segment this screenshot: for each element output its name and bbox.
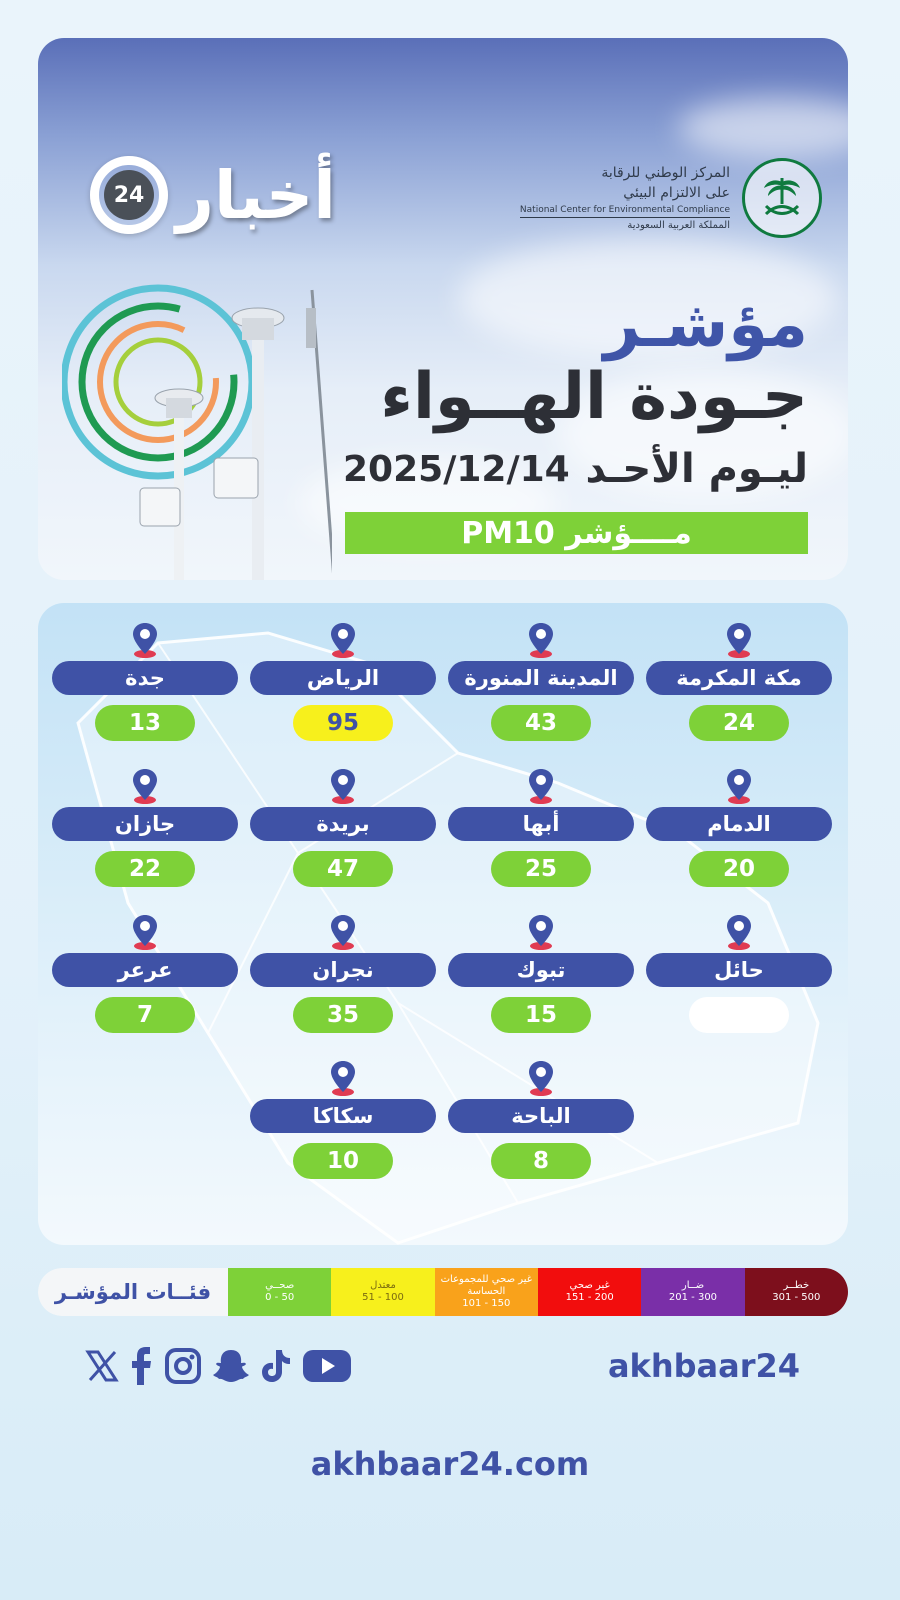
ncec-name-en: National Center for Environmental Compliance [519, 204, 730, 215]
legend-segment [745, 1268, 848, 1316]
city-name: حائل [646, 953, 832, 987]
city-item [448, 1059, 634, 1179]
legend-segment-range: 151 - 200 [565, 1292, 614, 1303]
location-pin-icon [130, 621, 160, 659]
city-pm10-value: 8 [491, 1143, 591, 1179]
location-pin-icon [130, 767, 160, 805]
location-pin-icon [526, 621, 556, 659]
brand-circle-icon: 24 [90, 156, 168, 234]
tiktok-icon[interactable] [260, 1346, 292, 1386]
legend-segment [538, 1268, 641, 1316]
pm10-index-bar: مــــؤشر PM10 [345, 512, 808, 554]
location-pin-icon [328, 767, 358, 805]
city-item [52, 767, 238, 887]
city-pm10-value: 35 [293, 997, 393, 1033]
ncec-country: المملكة العربية السعودية [520, 217, 730, 234]
city-pm10-value: 24 [689, 705, 789, 741]
city-name: سكاكا [250, 1099, 436, 1133]
city-pm10-value: 43 [491, 705, 591, 741]
title-index: مؤشـر [603, 288, 808, 362]
website-link[interactable]: akhbaar24.com [310, 1445, 590, 1483]
city-pm10-value: 10 [293, 1143, 393, 1179]
legend-segment-range: 301 - 500 [772, 1292, 821, 1303]
location-pin-icon [130, 913, 160, 951]
city-item [646, 767, 832, 887]
city-pm10-value: 95 [293, 705, 393, 741]
social-handle[interactable]: akhbaar24 [607, 1347, 800, 1385]
city-item [250, 621, 436, 741]
city-name: تبوك [448, 953, 634, 987]
city-name: جازان [52, 807, 238, 841]
city-item [646, 913, 832, 1033]
city-pm10-value: 25 [491, 851, 591, 887]
title-air-quality: جـودة الهــواء [380, 360, 808, 434]
x-icon[interactable] [84, 1346, 120, 1386]
facebook-icon[interactable] [130, 1346, 154, 1386]
youtube-icon[interactable] [302, 1346, 352, 1386]
location-pin-icon [724, 767, 754, 805]
city-pm10-value: 7 [95, 997, 195, 1033]
legend-segment-range: 201 - 300 [668, 1292, 718, 1303]
legend-segment [331, 1268, 434, 1316]
location-pin-icon [328, 913, 358, 951]
social-links [84, 1346, 352, 1386]
city-item [250, 913, 436, 1033]
city-pm10-value: 20 [689, 851, 789, 887]
air-monitoring-station-icon [62, 278, 332, 580]
city-name: مكة المكرمة [646, 661, 832, 695]
city-pm10-value: 13 [95, 705, 195, 741]
date-label: 2025/12/14 [343, 448, 570, 490]
city-pm10-value: 22 [95, 851, 195, 887]
legend-segment [228, 1268, 331, 1316]
city-item [646, 621, 832, 741]
city-name: نجران [250, 953, 436, 987]
city-pm10-value: 47 [293, 851, 393, 887]
legend-segment-name: غير صحي [569, 1280, 610, 1291]
city-item [448, 621, 634, 741]
legend-segment-range: 0 - 50 [265, 1292, 295, 1303]
index-legend [38, 1268, 848, 1316]
city-item [250, 1059, 436, 1179]
city-name: عرعر [52, 953, 238, 987]
legend-segment-name: معتدل [370, 1280, 396, 1291]
location-pin-icon [526, 1059, 556, 1097]
instagram-icon[interactable] [164, 1346, 202, 1386]
location-pin-icon [526, 913, 556, 951]
cities-map-card [38, 603, 848, 1245]
city-name: الدمام [646, 807, 832, 841]
location-pin-icon [526, 767, 556, 805]
ncec-logo [520, 158, 822, 238]
location-pin-icon [724, 621, 754, 659]
day-label: ليـوم الأحـد [585, 446, 808, 492]
ncec-name-ar-2: على الالتزام البيئي [623, 184, 730, 201]
legend-segment-range: 101 - 150 [462, 1298, 511, 1309]
city-name: المدينة المنورة [448, 661, 634, 695]
brand-word: أخبار [176, 156, 336, 234]
legend-segment-range: 51 - 100 [362, 1292, 404, 1303]
legend-segment-name: صحــي [265, 1280, 295, 1291]
legend-segment [435, 1268, 538, 1316]
city-name: أبها [448, 807, 634, 841]
header-banner [38, 38, 848, 580]
date-row [343, 446, 808, 492]
city-item [52, 621, 238, 741]
snapchat-icon[interactable] [212, 1346, 250, 1386]
city-name: الباحة [448, 1099, 634, 1133]
legend-segment [641, 1268, 744, 1316]
ncec-name-ar-1: المركز الوطني للرقابة [601, 164, 730, 181]
palm-swords-emblem-icon [742, 158, 822, 238]
city-name: الرياض [250, 661, 436, 695]
legend-segment-name: ضــار [681, 1280, 705, 1291]
location-pin-icon [328, 1059, 358, 1097]
city-item [448, 913, 634, 1033]
legend-segment-name: غير صحي للمجموعات الحساسة [440, 1274, 532, 1297]
akhbaar24-logo [90, 156, 336, 234]
legend-segment-name: خطــر [783, 1280, 810, 1291]
city-item [250, 767, 436, 887]
city-item [52, 913, 238, 1033]
legend-title: فئــات المؤشـر [38, 1268, 228, 1316]
city-name: جدة [52, 661, 238, 695]
city-pm10-value [689, 997, 789, 1033]
location-pin-icon [328, 621, 358, 659]
location-pin-icon [724, 913, 754, 951]
city-item [448, 767, 634, 887]
city-name: بريدة [250, 807, 436, 841]
city-pm10-value: 15 [491, 997, 591, 1033]
